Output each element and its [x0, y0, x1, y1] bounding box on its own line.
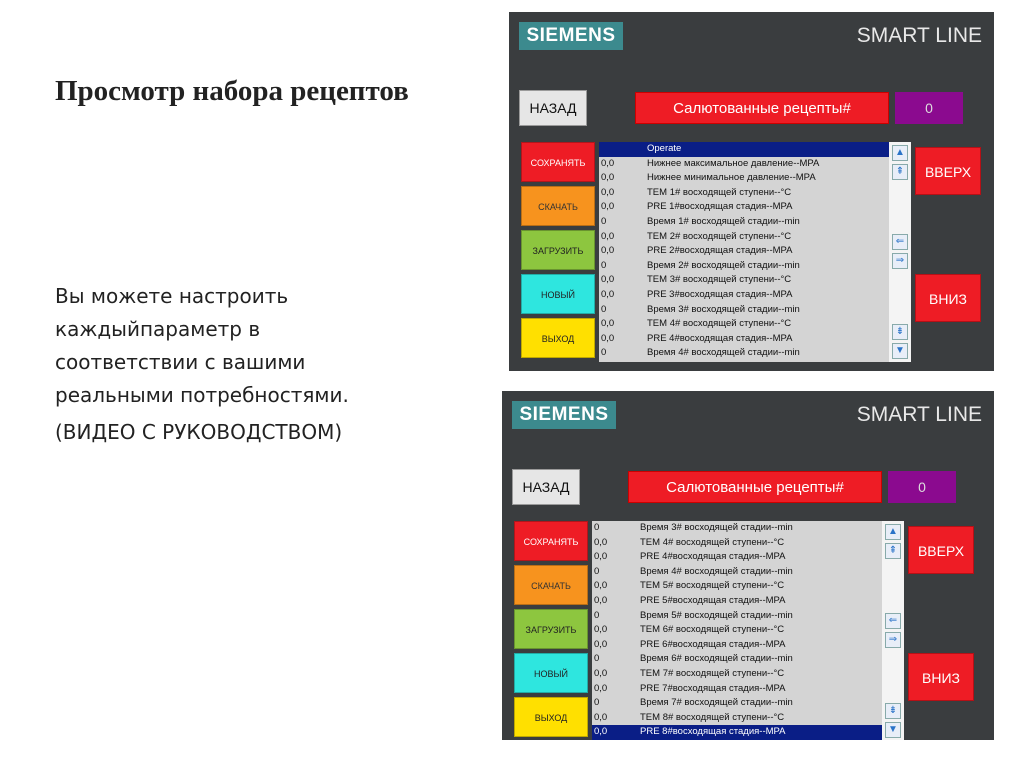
row-label: PRE 3#восходящая стадия--MPA [647, 288, 793, 300]
list-row[interactable] [599, 303, 889, 318]
siemens-logo: SIEMENS [519, 22, 623, 50]
action-buttons [514, 521, 588, 740]
row-value[interactable]: 0,0 [594, 594, 608, 606]
row-value[interactable]: 0,0 [594, 580, 608, 592]
list-row[interactable] [592, 521, 882, 536]
row-label: Нижнее минимальное давление--MPA [647, 172, 816, 184]
row-value[interactable]: 0,0 [594, 667, 608, 679]
row-value[interactable]: 0,0 [594, 536, 608, 548]
row-label: Время 2# восходящей стадии--min [647, 259, 800, 271]
list-row[interactable] [599, 332, 889, 347]
down-button[interactable]: ВНИЗ [915, 274, 981, 322]
row-label: ТЕМ 8# восходящей ступени--°C [640, 711, 785, 723]
row-label: ТЕМ 5# восходящей ступени--°C [640, 580, 785, 592]
arrow-right-icon[interactable]: ⇒ [892, 253, 908, 269]
row-value[interactable]: 0 [601, 259, 607, 271]
row-value[interactable]: 0 [601, 303, 607, 315]
row-label: Время 4# восходящей стадии--min [647, 347, 800, 359]
new-button[interactable]: НОВЫЙ [521, 274, 595, 314]
row-label: PRE 2#восходящая стадия--MPA [647, 245, 793, 257]
list-row[interactable] [599, 288, 889, 303]
list-row[interactable] [599, 230, 889, 245]
row-value[interactable]: 0,0 [601, 245, 615, 257]
scroll-down-icon[interactable]: ▼ [892, 343, 908, 359]
slide-body-text: Вы можете настроить каждыйпараметр в соответствии с вашими реальными потребностями. [55, 284, 349, 407]
list-row[interactable] [599, 157, 889, 172]
row-value[interactable]: 0 [601, 215, 607, 227]
row-value[interactable]: 0,0 [594, 726, 608, 738]
scroll-down-icon[interactable]: ▼ [885, 722, 901, 738]
list-row[interactable] [592, 623, 882, 638]
download-button[interactable]: СКАЧАТЬ [514, 565, 588, 605]
row-label: Время 3# восходящей стадии--min [647, 303, 800, 315]
action-buttons [521, 142, 595, 362]
row-value[interactable]: 0,0 [601, 201, 615, 213]
slide-video-note: (ВИДЕО С РУКОВОДСТВОМ) [55, 420, 343, 444]
list-row[interactable] [599, 200, 889, 215]
hmi-panel-bottom [502, 391, 994, 740]
row-value[interactable]: 0,0 [594, 682, 608, 694]
row-value[interactable] [599, 142, 647, 157]
arrow-right-icon[interactable]: ⇒ [885, 632, 901, 648]
recipe-number-field[interactable]: 0 [895, 92, 963, 124]
row-label: ТЕМ 1# восходящей ступени--°C [647, 186, 792, 198]
exit-button[interactable]: ВЫХОД [514, 697, 588, 737]
back-button[interactable]: НАЗАД [512, 469, 580, 505]
row-label: PRE 5#восходящая стадия--MPA [640, 594, 786, 606]
list-row[interactable] [592, 696, 882, 711]
row-label: ТЕМ 7# восходящей ступени--°C [640, 667, 785, 679]
row-value[interactable]: 0,0 [601, 332, 615, 344]
list-row[interactable] [592, 565, 882, 580]
row-value[interactable]: 0,0 [601, 186, 615, 198]
row-label: Operate [647, 143, 682, 154]
row-label: PRE 4#восходящая стадия--MPA [647, 332, 793, 344]
row-label: Время 5# восходящей стадии--min [640, 609, 793, 621]
row-value[interactable]: 0 [594, 522, 600, 533]
load-button[interactable]: ЗАГРУЗИТЬ [521, 230, 595, 270]
list-row[interactable] [592, 579, 882, 594]
new-button[interactable]: НОВЫЙ [514, 653, 588, 693]
row-label: ТЕМ 3# восходящей ступени--°C [647, 274, 792, 286]
recipe-name-field[interactable]: Салютованные рецепты# [628, 471, 882, 503]
recipe-parameter-list[interactable] [599, 142, 889, 362]
row-label: PRE 7#восходящая стадия--MPA [640, 682, 786, 694]
row-value[interactable]: 0 [594, 697, 600, 709]
row-label: ТЕМ 4# восходящей ступени--°C [647, 318, 792, 330]
row-label: ТЕМ 6# восходящей ступени--°C [640, 624, 785, 636]
scroll-up-icon[interactable]: ▲ [892, 145, 908, 161]
list-row[interactable] [599, 142, 889, 157]
row-value[interactable]: 0,0 [601, 288, 615, 300]
list-row[interactable] [592, 550, 882, 565]
list-row[interactable] [592, 638, 882, 653]
row-label: Время 4# восходящей стадии--min [640, 565, 793, 577]
row-value[interactable]: 0,0 [594, 711, 608, 723]
row-label: Время 3# восходящей стадии--min [640, 522, 793, 533]
row-value[interactable]: 0,0 [594, 551, 608, 563]
down-button[interactable]: ВНИЗ [908, 653, 974, 701]
row-value[interactable]: 0,0 [601, 318, 615, 330]
list-row[interactable] [599, 317, 889, 332]
siemens-logo: SIEMENS [512, 401, 616, 429]
page-down-icon[interactable]: ⇟ [892, 324, 908, 340]
list-scrollbar[interactable] [882, 521, 904, 740]
row-label: PRE 4#восходящая стадия--MPA [640, 551, 786, 563]
row-label: PRE 8#восходящая стадия--MPA [640, 726, 786, 738]
list-row[interactable] [592, 652, 882, 667]
list-row[interactable] [592, 594, 882, 609]
list-row[interactable] [599, 346, 889, 361]
hmi-panel-top [509, 12, 994, 371]
row-value[interactable]: 0 [601, 347, 607, 359]
recipe-number-field[interactable]: 0 [888, 471, 956, 503]
list-row[interactable] [592, 609, 882, 624]
row-label: ТЕМ 4# восходящей ступени--°C [640, 536, 785, 548]
list-row[interactable] [592, 536, 882, 551]
row-label: Время 1# восходящей стадии--min [647, 215, 800, 227]
download-button[interactable]: СКАЧАТЬ [521, 186, 595, 226]
row-label: PRE 6#восходящая стадия--MPA [640, 638, 786, 650]
list-row[interactable] [592, 667, 882, 682]
page-up-icon[interactable]: ⇞ [885, 543, 901, 559]
row-value[interactable]: 0,0 [594, 624, 608, 636]
exit-button[interactable]: ВЫХОД [521, 318, 595, 358]
row-label: Время 7# восходящей стадии--min [640, 697, 793, 709]
load-button[interactable]: ЗАГРУЗИТЬ [514, 609, 588, 649]
row-value[interactable]: 0 [594, 609, 600, 621]
row-label: ТЕМ 2# восходящей ступени--°C [647, 230, 792, 242]
list-row[interactable] [599, 186, 889, 201]
smart-line-brand: SMART LINE [856, 403, 982, 426]
up-button[interactable]: ВВЕРХ [908, 526, 974, 574]
row-value[interactable]: 0,0 [601, 157, 615, 169]
row-value[interactable]: 0,0 [601, 172, 615, 184]
save-button[interactable]: СОХРАНЯТЬ [514, 521, 588, 561]
arrow-left-icon[interactable]: ⇐ [892, 234, 908, 250]
row-label: Время 6# восходящей стадии--min [640, 653, 793, 665]
row-label: Нижнее максимальное давление--MPA [647, 157, 820, 169]
recipe-parameter-list[interactable] [592, 521, 882, 740]
list-row[interactable] [599, 244, 889, 259]
list-row[interactable] [592, 725, 882, 740]
arrow-left-icon[interactable]: ⇐ [885, 613, 901, 629]
back-button[interactable]: НАЗАД [519, 90, 587, 126]
slide-body [55, 280, 385, 449]
recipe-name-field[interactable]: Салютованные рецепты# [635, 92, 889, 124]
row-value[interactable]: 0,0 [601, 274, 615, 286]
save-button[interactable]: СОХРАНЯТЬ [521, 142, 595, 182]
page-up-icon[interactable]: ⇞ [892, 164, 908, 180]
list-row[interactable] [599, 171, 889, 186]
scroll-up-icon[interactable]: ▲ [885, 524, 901, 540]
up-button[interactable]: ВВЕРХ [915, 147, 981, 195]
row-value[interactable]: 0,0 [594, 638, 608, 650]
page-down-icon[interactable]: ⇟ [885, 703, 901, 719]
row-value[interactable]: 0 [594, 653, 600, 665]
list-row[interactable] [599, 259, 889, 274]
list-row[interactable] [599, 273, 889, 288]
row-value[interactable]: 0 [594, 565, 600, 577]
row-value[interactable]: 0,0 [601, 230, 615, 242]
list-row[interactable] [599, 215, 889, 230]
list-scrollbar[interactable] [889, 142, 911, 362]
smart-line-brand: SMART LINE [856, 24, 982, 47]
slide-title: Просмотр набора рецептов [55, 75, 409, 107]
list-row[interactable] [592, 711, 882, 726]
list-row[interactable] [592, 682, 882, 697]
row-label: PRE 1#восходящая стадия--MPA [647, 201, 793, 213]
